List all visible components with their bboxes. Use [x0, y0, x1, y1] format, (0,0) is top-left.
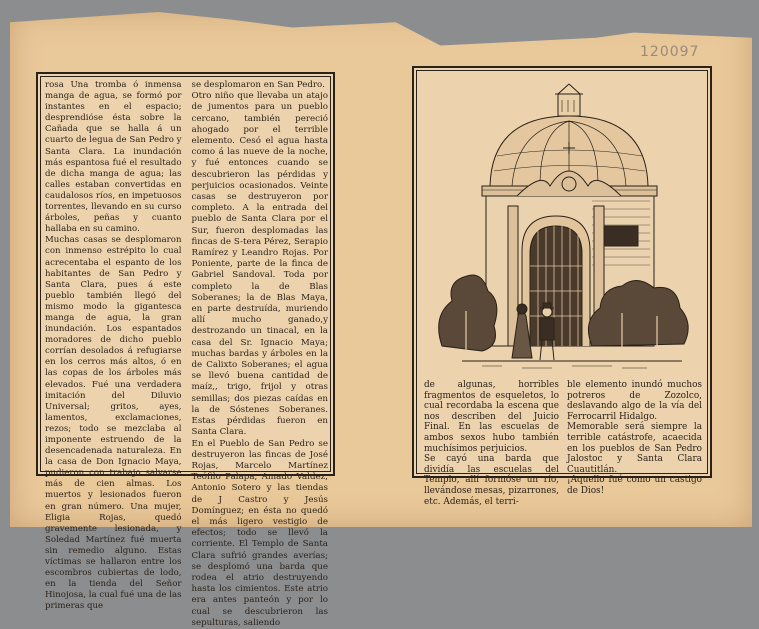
right-column-2: ble elemento inundó muchos potreros de Zozolco, deslavando algo de la vía del Ferrocarril Hidalgo. Memorable será siempre la terrible catástrofe, acaecida en los pueblos de San Pedro Jalostoc y Santa Clara Cuautitlán. ¡Aquello fué como un castigo de Dios!: [567, 380, 702, 496]
chapel-illustration: [422, 76, 702, 376]
catalog-number: 120097: [640, 44, 700, 60]
left-column-2: se desplomaron en San Pedro. Otro niño que llevaba un atajo de jumentos para un pueblo cercano, también pereció ahogado por el terrible elemento. Cesó el agua hasta como á las nueve de la noche, y fué entonces cuando se descubrieron las pérdidas y perjuicios ocasionados. Veinte casas se destruyeron por completo. A la entrada del pueblo de Santa Clara por el Sur, fueron desplomadas las fincas de S-tera Pérez, Serapio Ramírez y Leandro Rojas. Por Poniente, parte de la finca de Gabriel Sandoval. Toda por completo la de Blas Soberanes; la de Blas Maya, en parte destruída, muriendo allí mucho ganado,y destrozando un tinacal, en la casa del Sr. Ignacio Maya; muchas bardas y árboles en la de Calixto Soberanes; el agua se llevó buena cantidad de maíz,, trigo, frijol y otras semillas; dos piezas caídas en la de Sóstenes Soberanes. Estas pérdidas fueron en Santa Clara. En el Pueblo de San Pedro se destruyeron las fincas de José Rojas, Marcelo Martínez Teófilo Palapa, Amado Valdez, Antonio Sotero y las tiendas de J Castro y Jesús Domínguez; en ésta no quedó el más ligero vestigio de efectos; todo se llevó la corriente. El Templo de Santa Clara sufrió grandes averías; se desplomó una barda que rodea el atrio destruyendo hasta los cimientos. Este atrio era antes panteón y por lo cual se descubrieron las sepulturas, saliendo: [191, 80, 328, 628]
right-illustrated-panel: [412, 66, 712, 507]
right-column-1: de algunas, horribles fragmentos de esqueletos, lo cual recordaba la escena que nos describen del Juicio Final. En las escuelas de ambos sexos hubo también muchísimos perjuicios. Se cayó una barda que dividía las escuelas del Templo, allí formóse un río, llevándose mesas, pizarrones, etc. Además, el terri-: [424, 380, 559, 507]
left-text-panel: [36, 72, 335, 628]
left-column-1: rosa Una tromba ó inmensa manga de agua, se formó por instantes en el espacio; desprendióse ésta sobre la Cañada que se halla á un cuarto de legua de San Pedro y Santa Clara. La inundación más espantosa fué el resultado de dicha manga de agua; las calles estaban convertidas en caudalosos ríos, en impetuosos torrentes, llevando en su curso árboles, peñas y cuanto hallaba en su camino. Muchas casas se desplomaron con inmenso estrépito lo cual acrecentaba el espanto de los habitantes de San Pedro y Santa Clara, pues á este pueblo también llegó del mismo modo la gigantesca manga de agua, la gran inundación. Los espantados moradores de dicho pueblo corrían desolados á refugiarse en los cerros más altos, ó en las copas de los árboles más elevados. Fué una verdadera imitación del Diluvio Universal; gritos, ayes, lamentos, exclamaciones, rezos; todo se mezclaba al imponente estruendo de la desencadenada naturaleza. En la casa de Don Ignacio Maya, pudieron con trabajo salvarse más de cien almas. Los muertos y lesionados fueron en gran número. Una mujer, Eligia Rojas, quedó gravemente lesionada, y Soledad Martínez fué muerta sin remedio alguno. Estas víctimas se hallaron entre los escombros cubiertas de lodo, en la tienda del Señor Hinojosa, la cual fué una de las primeras que: [45, 80, 182, 612]
